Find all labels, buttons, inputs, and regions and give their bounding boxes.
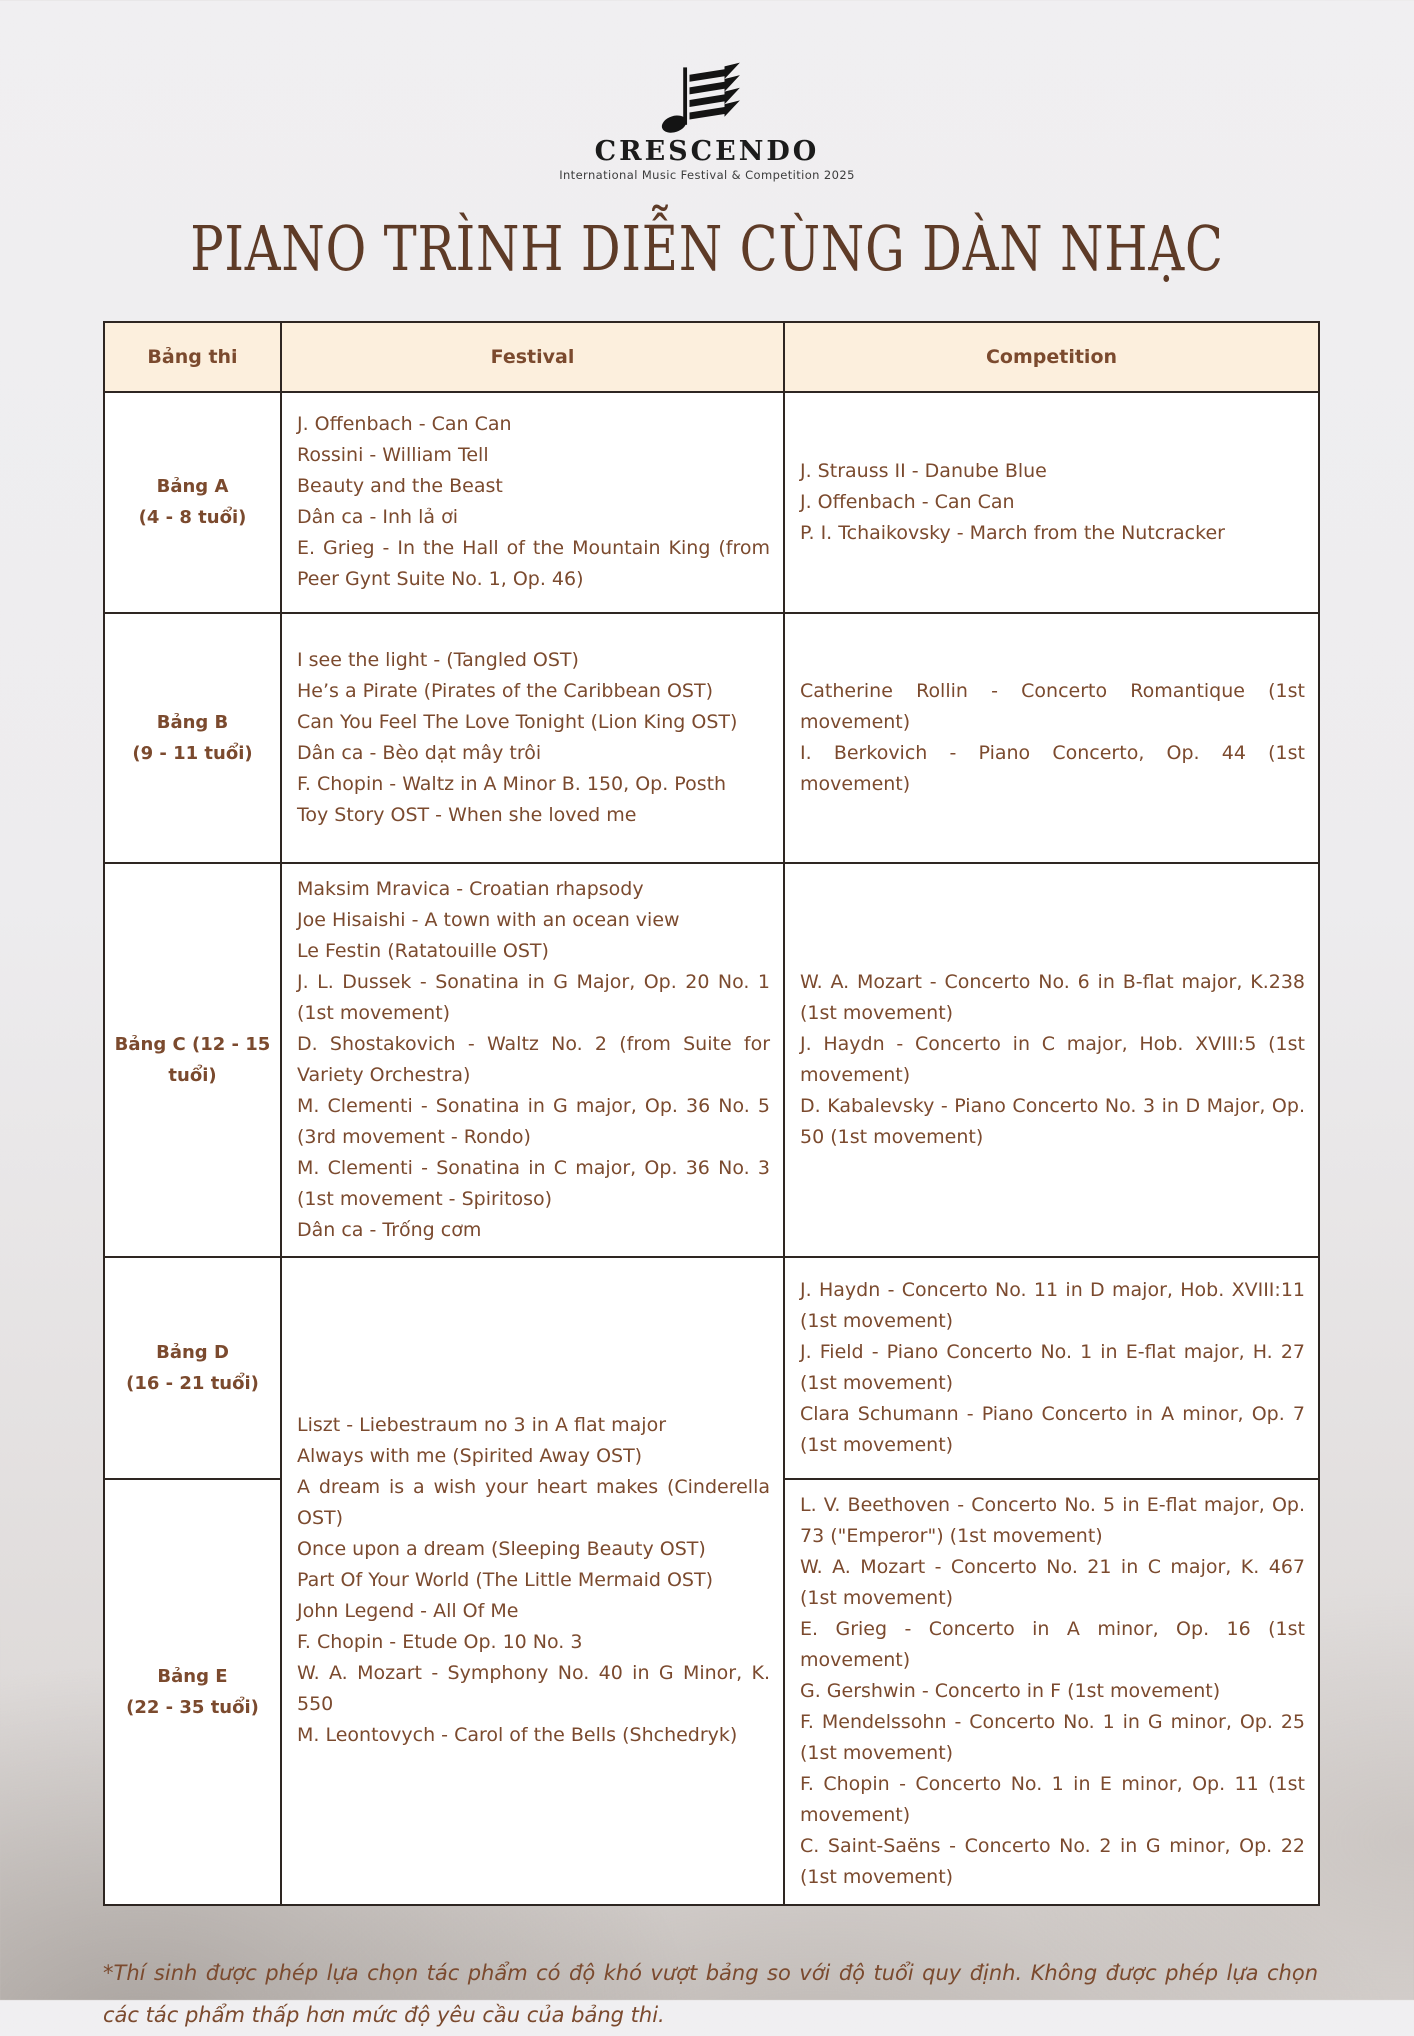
festival-piece: F. Chopin - Etude Op. 10 No. 3 [297,1631,583,1653]
festival-piece: Can You Feel The Love Tonight (Lion King OST) [297,710,738,733]
competition-piece: W. A. Mozart - Concerto No. 21 in C major, K. 467 (1st movement) [800,1556,1305,1609]
competition-piece: C. Saint-Saëns - Concerto No. 2 in G minor, Op. 22 (1st movement) [800,1835,1305,1888]
festival-piece: W. A. Mozart - Symphony No. 40 in G Minor, K. 550 [297,1662,770,1715]
category-cell-bang-d [104,1257,281,1479]
competition-cell-bang-b [784,613,1319,863]
festival-piece: Toy Story OST - When she loved me [297,803,637,826]
competition-cell-bang-a [784,392,1319,613]
competition-cell-bang-d [784,1257,1319,1479]
competition-piece: I. Berkovich - Piano Concerto, Op. 44 (1st movement) [800,741,1305,795]
table-row-bang-b [104,613,1319,863]
festival-piece: Part Of Your World (The Little Mermaid OST) [297,1569,714,1591]
competition-piece: Clara Schumann - Piano Concerto in A minor, Op. 7 (1st movement) [800,1402,1305,1456]
competition-piece: G. Gershwin - Concerto in F (1st movement) [800,1680,1221,1702]
festival-piece: Rossini - William Tell [297,444,489,466]
competition-piece: W. A. Mozart - Concerto No. 6 in B-flat major, K.238 (1st movement) [800,970,1305,1024]
competition-piece: E. Grieg - Concerto in A minor, Op. 16 (1st movement) [800,1618,1305,1671]
festival-cell-bang-a [281,392,784,613]
competition-piece: F. Mendelssohn - Concerto No. 1 in G minor, Op. 25 (1st movement) [800,1711,1305,1764]
category-cell-bang-e [104,1479,281,1905]
category-label-line: (22 - 35 tuổi) [126,1696,259,1718]
competition-piece: J. Field - Piano Concerto No. 1 in E-flat major, H. 27 (1st movement) [800,1340,1305,1394]
logo-tagline: International Music Festival & Competition 2025 [559,168,855,182]
festival-piece: M. Clementi - Sonatina in G major, Op. 36 No. 5 (3rd movement - Rondo) [297,1094,770,1148]
column-header-festival: Festival [281,322,784,392]
festival-cell-bang-d-e-merged [281,1257,784,1905]
festival-piece: John Legend - All Of Me [297,1600,519,1622]
column-header-competition: Competition [784,322,1319,392]
repertoire-table [103,321,1320,1906]
competition-piece: D. Kabalevsky - Piano Concerto No. 3 in D Major, Op. 50 (1st movement) [800,1094,1305,1148]
category-label-line: Bảng E [157,1665,228,1687]
column-header-bang-thi: Bảng thi [104,322,281,392]
festival-piece: D. Shostakovich - Waltz No. 2 (from Suite for Variety Orchestra) [297,1032,770,1086]
festival-piece: Joe Hisaishi - A town with an ocean view [297,908,680,931]
competition-piece: F. Chopin - Concerto No. 1 in E minor, Op. 11 (1st movement) [800,1773,1305,1826]
logo [0,0,1414,182]
competition-piece: Catherine Rollin - Concerto Romantique (1st movement) [800,679,1305,733]
footnote: *Thí sinh được phép lựa chọn tác phẩm có độ khó vượt bảng so với độ tuổi quy định. Không được phép lựa chọn các tác phẩm thấp hơn mức độ yêu cầu của bảng thi. [103,1960,1318,2027]
table-row-bang-a [104,392,1319,613]
competition-cell-bang-e [784,1479,1319,1905]
category-cell-bang-b [104,613,281,863]
category-label-line: (4 - 8 tuổi) [138,507,247,528]
festival-piece: J. Offenbach - Can Can [297,413,512,435]
category-cell-bang-c [104,863,281,1257]
festival-piece: E. Grieg - In the Hall of the Mountain King (from Peer Gynt Suite No. 1, Op. 46) [297,537,770,590]
category-label-line: Bảng A [156,476,229,497]
festival-piece: A dream is a wish your heart makes (Cinderella OST) [297,1476,770,1529]
festival-piece: Dân ca - Bèo dạt mây trôi [297,741,542,764]
festival-piece: F. Chopin - Waltz in A Minor B. 150, Op. Posth [297,772,727,795]
category-label-line: Bảng D [156,1341,229,1363]
competition-piece: J. Offenbach - Can Can [800,490,1015,513]
festival-piece: Liszt - Liebestraum no 3 in A flat major [297,1414,667,1436]
competition-piece: J. Haydn - Concerto in C major, Hob. XVIII:5 (1st movement) [800,1032,1305,1086]
festival-piece: Beauty and the Beast [297,475,503,497]
festival-piece: J. L. Dussek - Sonatina in G Major, Op. 20 No. 1 (1st movement) [297,970,770,1024]
table-row-bang-c [104,863,1319,1257]
festival-piece: M. Clementi - Sonatina in C major, Op. 36 No. 3 (1st movement - Spiritoso) [297,1156,770,1210]
category-label-line: tuổi) [168,1064,217,1086]
festival-piece: He’s a Pirate (Pirates of the Caribbean OST) [297,679,713,702]
festival-cell-bang-b [281,613,784,863]
category-label-line: Bảng C (12 - 15 [114,1033,271,1055]
competition-cell-bang-c [784,863,1319,1257]
festival-piece: Maksim Mravica - Croatian rhapsody [297,877,644,900]
category-label-line: Bảng B [156,711,229,733]
category-label-line: (9 - 11 tuổi) [132,742,253,764]
competition-piece: J. Haydn - Concerto No. 11 in D major, Hob. XVIII:11 (1st movement) [800,1278,1305,1332]
festival-cell-bang-c [281,863,784,1257]
festival-piece: Once upon a dream (Sleeping Beauty OST) [297,1538,706,1560]
festival-piece: Le Festin (Ratatouille OST) [297,939,549,962]
category-cell-bang-a [104,392,281,613]
table-header-row [104,322,1319,392]
table-row-bang-d [104,1257,1319,1479]
logo-wordmark: CRESCENDO [594,136,820,167]
page-title [0,212,1414,285]
music-note-piano-keys-icon [623,52,791,136]
festival-piece: M. Leontovych - Carol of the Bells (Shchedryk) [297,1724,738,1746]
competition-piece: J. Strauss II - Danube Blue [800,459,1047,482]
page-title-text: PIANO TRÌNH DIỄN CÙNG DÀN NHẠC [190,211,1224,285]
festival-piece: Dân ca - Inh lả ơi [297,506,458,528]
category-label-line: (16 - 21 tuổi) [126,1372,259,1394]
competition-piece: P. I. Tchaikovsky - March from the Nutcracker [800,521,1225,544]
festival-piece: Dân ca - Trống cơm [297,1218,482,1241]
festival-piece: I see the light - (Tangled OST) [297,648,579,671]
festival-piece: Always with me (Spirited Away OST) [297,1445,643,1467]
competition-piece: L. V. Beethoven - Concerto No. 5 in E-flat major, Op. 73 ("Emperor") (1st movement) [800,1494,1305,1547]
